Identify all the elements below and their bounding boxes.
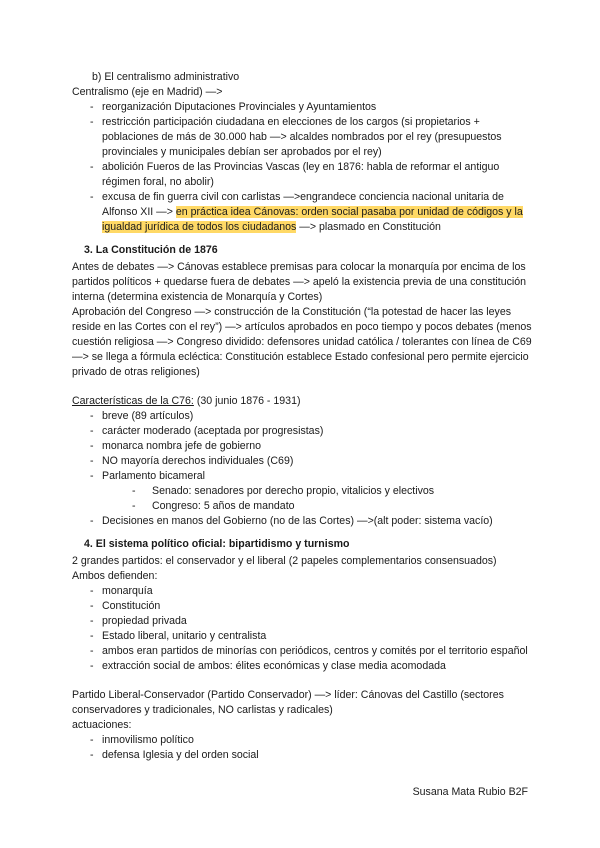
list-item: - ambos eran partidos de minorías con periódicos, centros y comités por el territorio español: [72, 644, 532, 659]
paragraph-partidos: 2 grandes partidos: el conservador y el liberal (2 papeles complementarios consensuados): [72, 555, 497, 567]
excusa-text: excusa de fin guerra civil con carlistas —>engrandece conciencia nacional unitaria de Alfonso XII —>: [102, 191, 504, 218]
list-item: - restricción participación ciudadana en elecciones de los cargos (si propietarios + poblaciones de más de 30.000 hab —> alcaldes nombrados por el rey (presupuestos provinciales y municipales debían ser aprobados por el rey): [72, 115, 532, 160]
heading-sistema-politico: 4. El sistema político oficial: bipartidismo y turnismo: [84, 538, 350, 550]
paragraph-conservador: Partido Liberal-Conservador (Partido Conservador) —> líder: Cánovas del Castillo (sectores conservadores y tradicionales, NO carlistas y radicales): [72, 689, 504, 716]
list-item: - reorganización Diputaciones Provinciales y Ayuntamientos: [72, 100, 532, 115]
list-item: - Estado liberal, unitario y centralista: [72, 629, 532, 644]
caracteristicas-line: [72, 394, 532, 409]
actuaciones-label: actuaciones:: [72, 719, 132, 731]
list-item-parlamento: [72, 469, 532, 514]
list-item: - abolición Fueros de las Provincias Vascas (ley en 1876: habla de reformar el antiguo régimen foral, no abolir): [72, 160, 532, 190]
centralismo-list: [72, 100, 532, 235]
list-item: - Constitución: [72, 599, 532, 614]
caracteristicas-dates: (30 junio 1876 - 1931): [193, 395, 301, 407]
list-item: - NO mayoría derechos individuales (C69): [72, 454, 532, 469]
list-item-excusa: [72, 190, 532, 235]
list-item: - monarquía: [72, 584, 532, 599]
ambos-list: [72, 584, 532, 674]
section-b-heading: b) El centralismo administrativo: [92, 71, 240, 83]
list-item: - inmovilismo político: [72, 733, 532, 748]
list-item: - monarca nombra jefe de gobierno: [72, 439, 532, 454]
caracteristicas-label: Características de la C76:: [72, 395, 194, 407]
paragraph-debates: Antes de debates —> Cánovas establece premisas para colocar la monarquía por encima de los partidos políticos + quedarse fuera de debates —> apeló la existencia previa de una constitución interna (determina existencia de Monarquía y Cortes): [72, 261, 527, 303]
list-item: - Decisiones en manos del Gobierno (no de las Cortes) —>(alt poder: sistema vacío): [72, 514, 532, 529]
actuaciones-list: [72, 733, 532, 763]
heading-constitucion: 3. La Constitución de 1876: [84, 244, 218, 256]
excusa-tail: —> plasmado en Constitución: [296, 221, 441, 233]
centralismo-intro: Centralismo (eje en Madrid) —>: [72, 86, 223, 98]
document-body: [72, 70, 532, 763]
c76-list: [72, 409, 532, 529]
paragraph-aprobacion: Aprobación del Congreso —> construcción de la Constitución (“la potestad de hacer las leyes reside en las Cortes con el rey”) —> artículos aprobados en poco tiempo y pocos debates (menos cuestión religiosa —> Congreso dividido: defensores unidad católica / tolerantes con línea de C69 —> se llega a fórmula ecléctica: Constitución establece Estado confesional pero permite ejercicio privado de otras religiones): [72, 306, 532, 378]
ambos-label: Ambos defienden:: [72, 570, 158, 582]
list-item: - defensa Iglesia y del orden social: [72, 748, 532, 763]
list-item: - propiedad privada: [72, 614, 532, 629]
list-item: - carácter moderado (aceptada por progresistas): [72, 424, 532, 439]
sub-list-item: - Senado: senadores por derecho propio, vitalicios y electivos: [72, 484, 532, 499]
sub-list-item: - Congreso: 5 años de mandato: [72, 499, 532, 514]
list-item: - breve (89 artículos): [72, 409, 532, 424]
footer-author: Susana Mata Rubio B2F: [412, 786, 528, 798]
list-item: - extracción social de ambos: élites económicas y clase media acomodada: [72, 659, 532, 674]
parlamento-sublist: [72, 484, 532, 514]
highlighted-text: en práctica idea Cánovas: orden social pasaba por unidad de códigos y la igualdad jurídica de todos los ciudadanos: [102, 206, 523, 233]
parlamento-label: Parlamento bicameral: [102, 470, 206, 482]
